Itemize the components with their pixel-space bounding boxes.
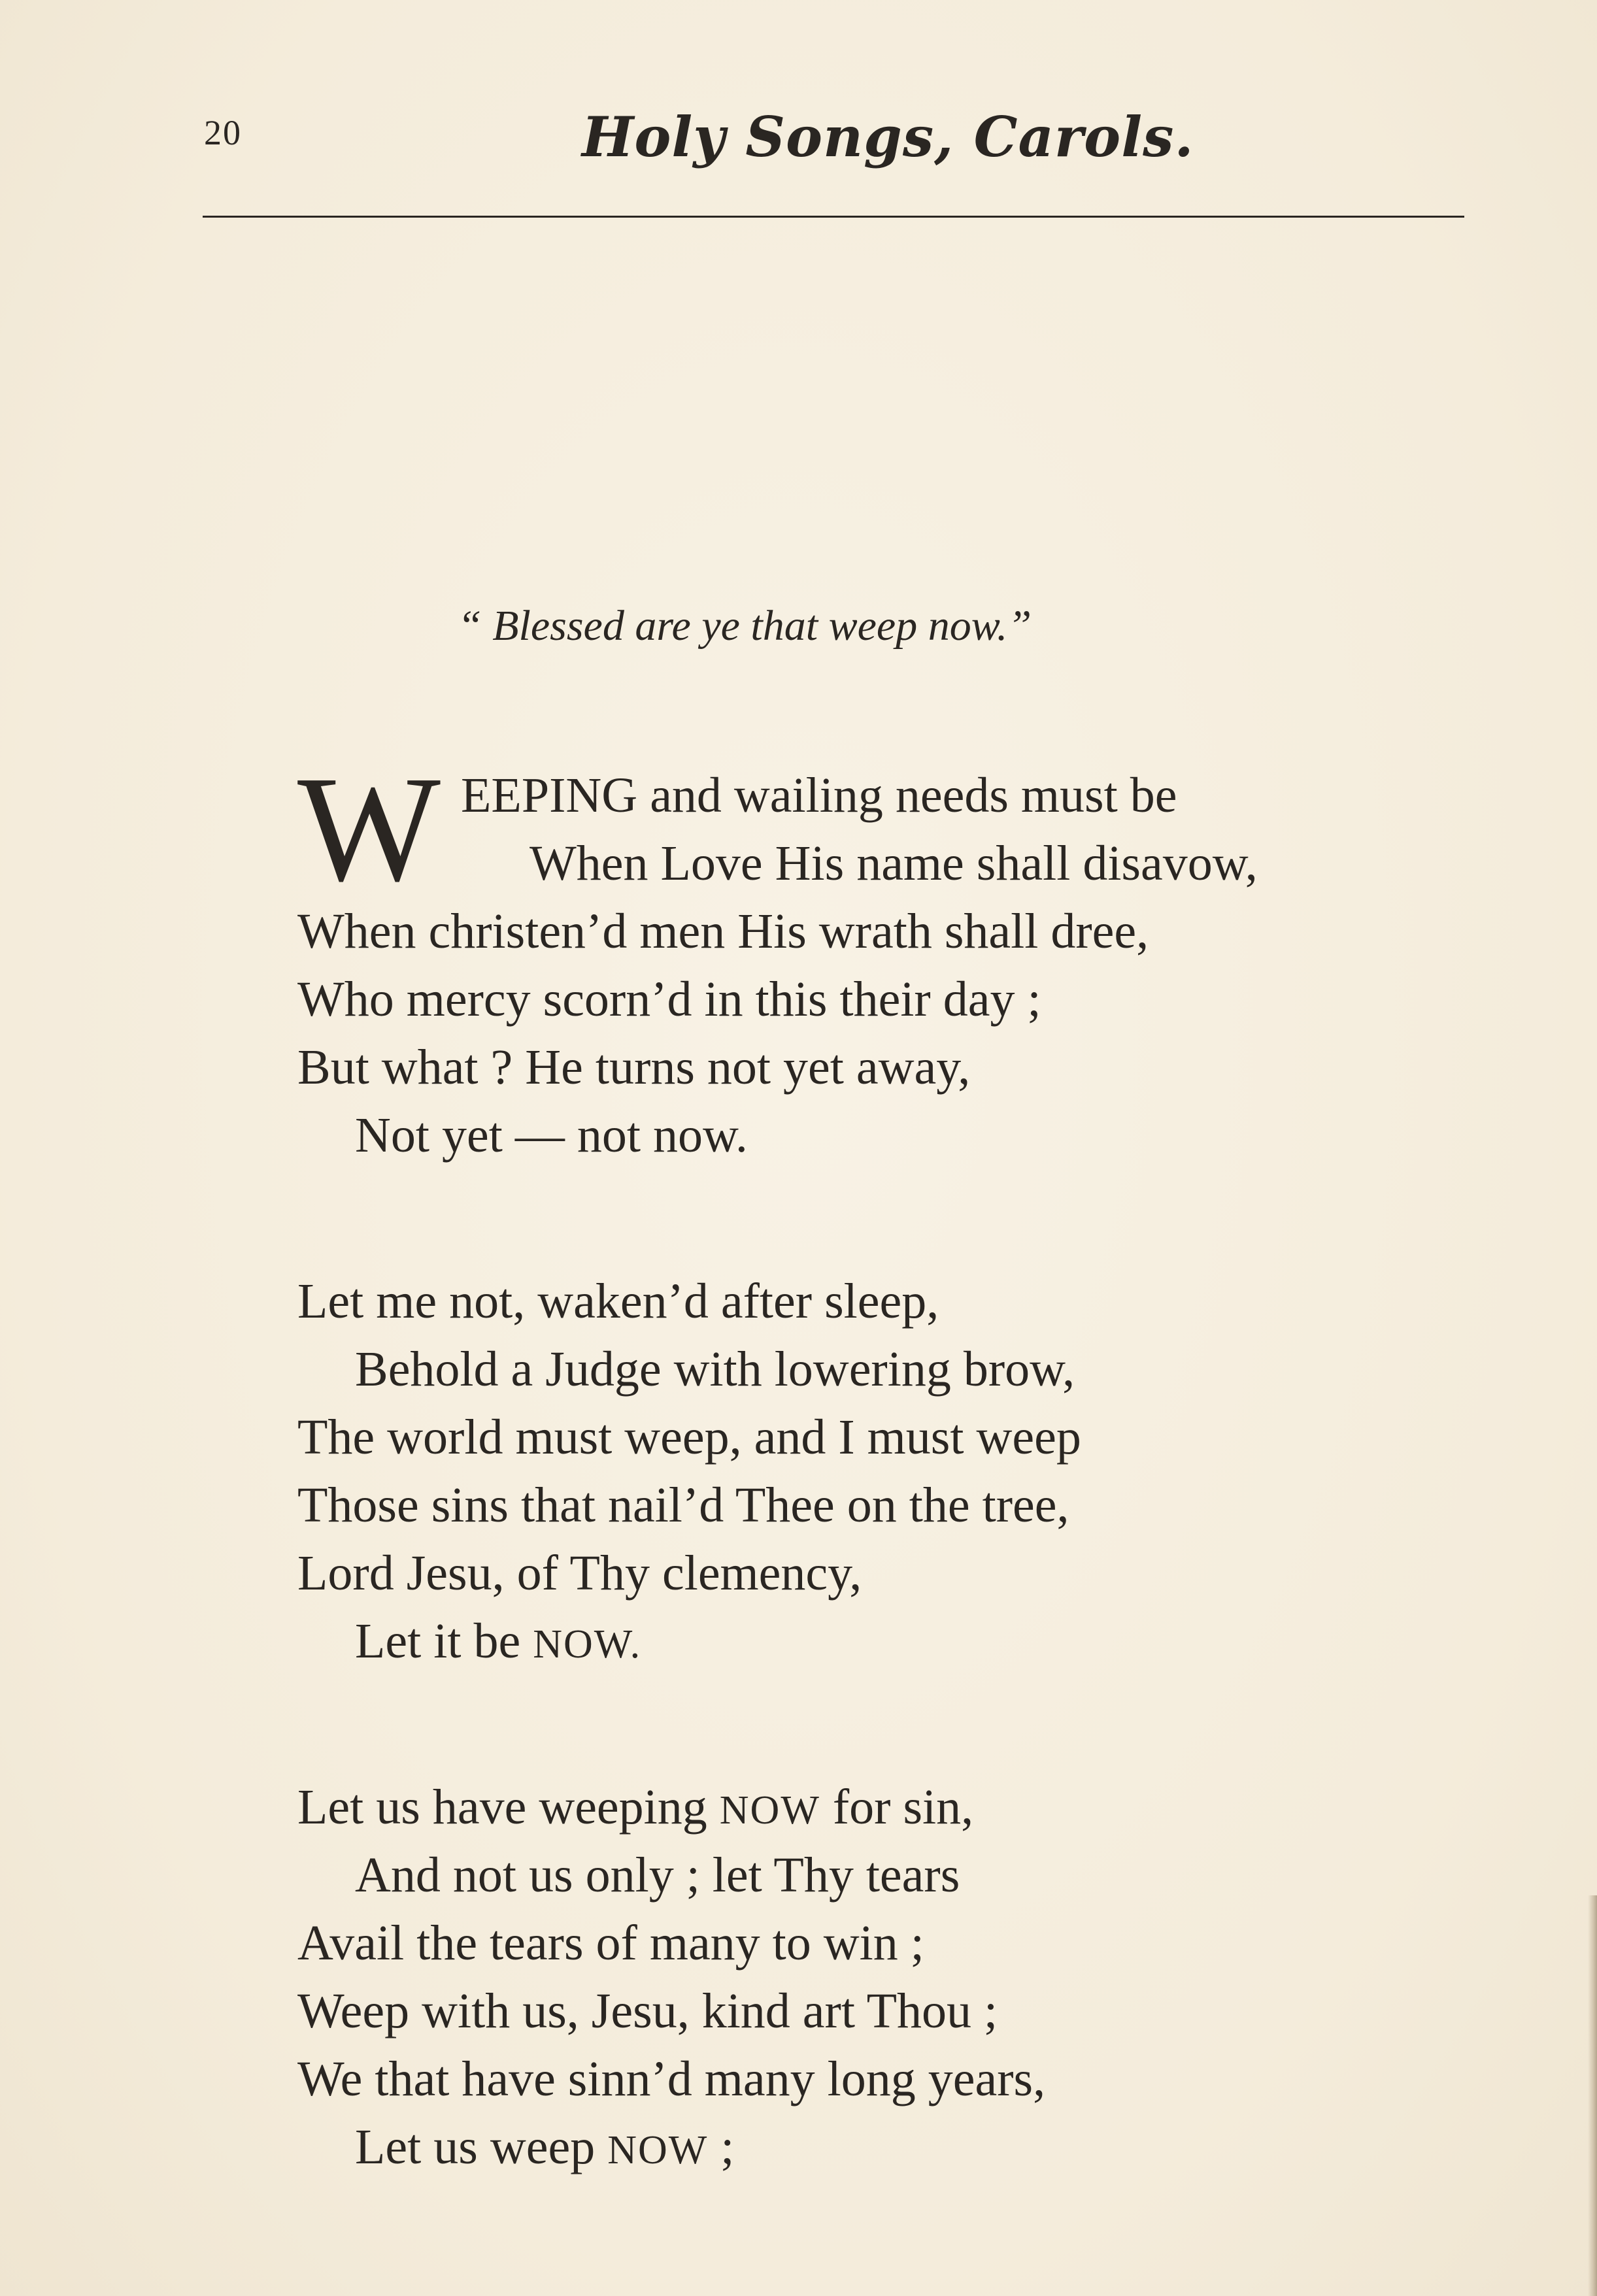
poem-line	[297, 2113, 1474, 2181]
poem-line: And not us only ; let Thy tears	[355, 1848, 960, 1903]
stanza-3	[297, 1773, 1474, 2181]
small-caps-word: NOW	[607, 2128, 709, 2172]
poem-line: Who mercy scorn’d in this their day ;	[297, 972, 1041, 1027]
poem-line: Lord Jesu, of Thy clemency,	[297, 1546, 862, 1601]
drop-cap: W	[297, 745, 441, 913]
poem-line: When christen’d men His wrath shall dree,	[297, 904, 1149, 959]
poem-line: Let me not, waken’d after sleep,	[297, 1274, 939, 1329]
poem-line	[297, 1773, 1474, 1841]
poem-line: We that have sinn’d many long years,	[297, 2052, 1046, 2106]
poem-line-text: for sin,	[820, 1780, 974, 1835]
small-caps-word: NOW	[719, 1788, 820, 1833]
poem-line: But what ? He turns not yet away,	[297, 1040, 971, 1095]
page-edge-shadow	[1588, 1895, 1597, 2296]
poem	[297, 745, 1474, 2279]
poem-line: Weep with us, Jesu, kind art Thou ;	[297, 1984, 998, 2038]
poem-line-text: ;	[708, 2120, 735, 2174]
poem-line-text: Let it be	[355, 1614, 533, 1669]
poem-line: Avail the tears of many to win ;	[297, 1916, 924, 1971]
page-number: 20	[204, 113, 242, 152]
stanza-1	[297, 745, 1474, 1169]
poem-line-text: Let us weep	[355, 2120, 608, 2174]
poem-line: Not yet — not now.	[355, 1108, 748, 1163]
poem-line: The world must weep, and I must weep	[297, 1410, 1081, 1465]
poem-line: Those sins that nail’d Thee on the tree,	[297, 1478, 1069, 1533]
poem-line: When Love His name shall disavow,	[530, 836, 1258, 891]
running-head: Holy Songs, Carols.	[582, 105, 1194, 169]
small-caps-word: NOW.	[533, 1622, 642, 1667]
poem-line	[297, 1607, 1474, 1675]
poem-line-text: EEPING and wailing needs must be	[461, 768, 1177, 823]
epigraph: “ Blessed are ye that weep now.”	[458, 602, 1032, 650]
header-rule	[203, 216, 1464, 218]
poem-line: Behold a Judge with lowering brow,	[355, 1342, 1075, 1397]
poem-line-text: Let us have weeping	[297, 1780, 720, 1835]
stanza-2	[297, 1267, 1474, 1675]
